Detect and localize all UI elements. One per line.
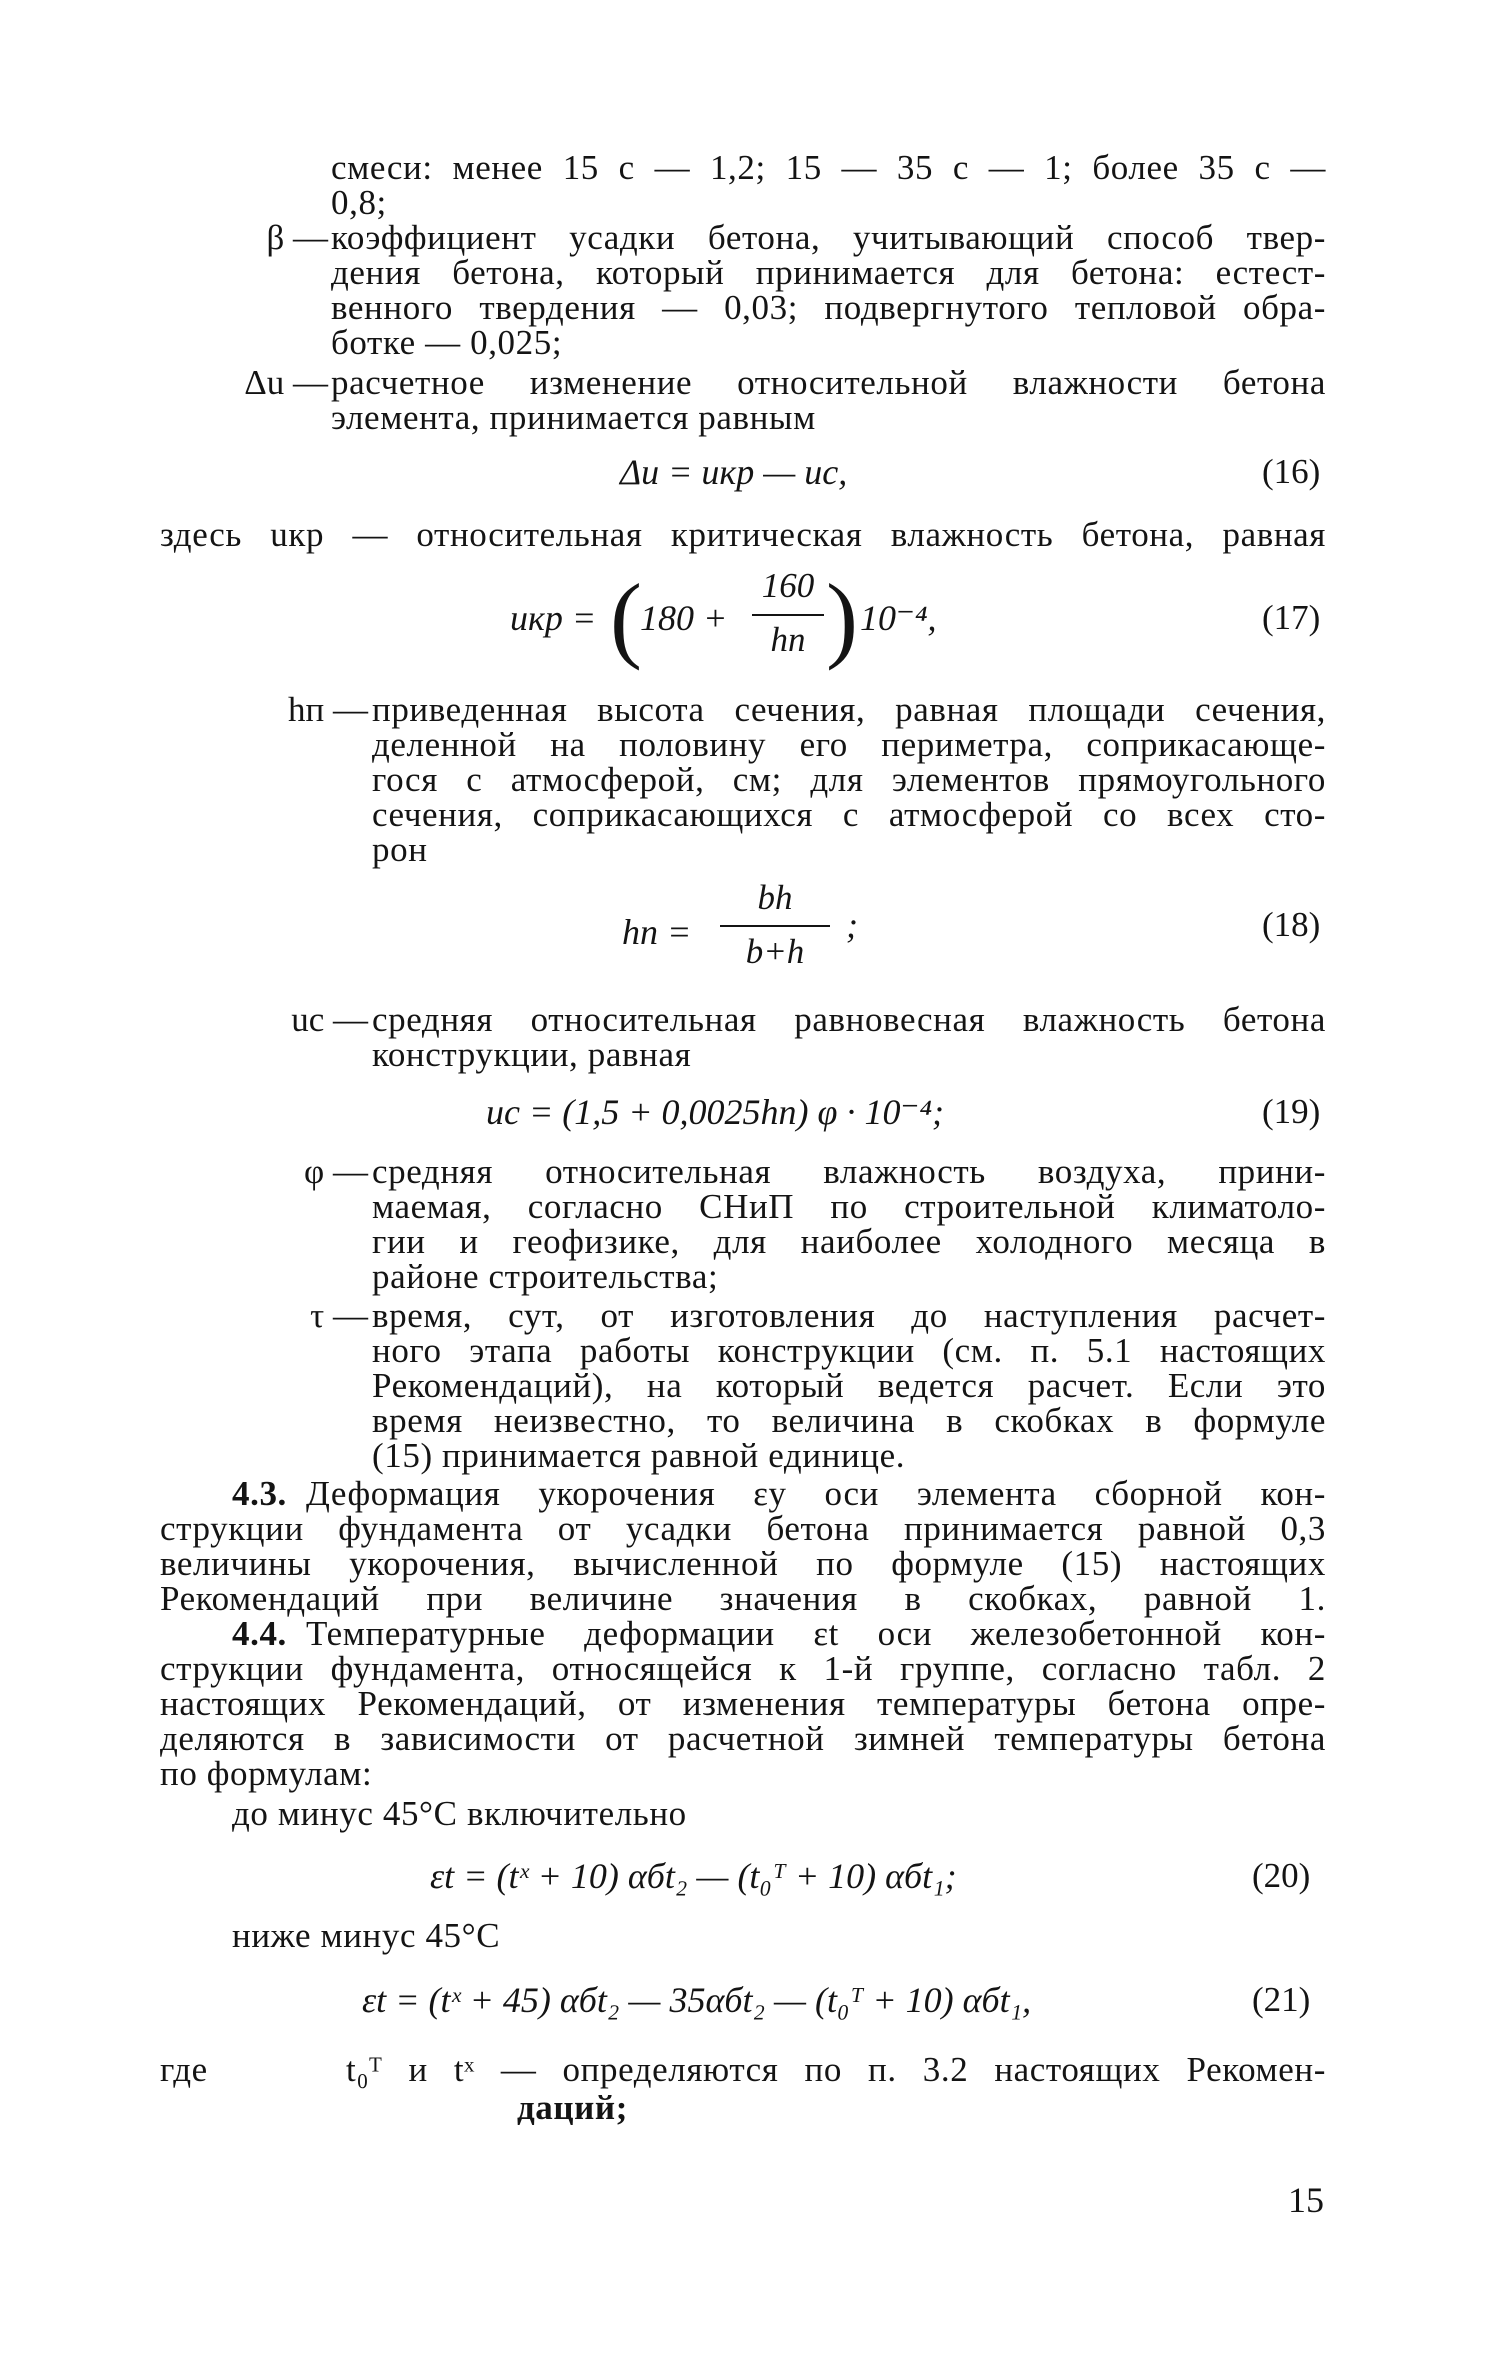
text-line: даций; — [517, 2088, 628, 2127]
fraction-bar — [752, 614, 824, 616]
equation-18-tail: ; — [846, 905, 858, 945]
tau-label: τ — — [310, 1296, 368, 1335]
beta-label: β — — [266, 218, 328, 257]
text-line: маемая, согласно СНиП по строительной климатоло- — [372, 1187, 1326, 1226]
text-line: рон — [372, 830, 428, 869]
text-line: струкции фундамента от усадки бетона принимается равной 0,3 — [160, 1509, 1326, 1548]
text-line: дения бетона, который принимается для бетона: естест- — [331, 253, 1326, 292]
text-line: деленной на половину его периметра, соприкасающе- — [372, 725, 1326, 764]
equation-17-lhs: uкр = — [510, 598, 597, 638]
text-line: здесь uкр — относительная критическая влажность бетона, равная — [160, 515, 1326, 554]
text-line: Деформация укорочения εу оси элемента сборной кон- — [306, 1474, 1326, 1513]
uc-label: uс — — [291, 1000, 368, 1039]
text-line: Температурные деформации εt оси железобетонной кон- — [306, 1614, 1326, 1653]
text-line: t₀ᵀ и tˣ — определяются по п. 3.2 настоящих Рекомен- — [346, 2050, 1326, 2089]
fraction-denominator: hп — [770, 620, 806, 659]
equation-number: (16) — [1262, 452, 1321, 491]
text-line: (15) принимается равной единице. — [372, 1436, 906, 1475]
text-line: деляются в зависимости от расчетной зимней температуры бетона — [160, 1719, 1326, 1758]
text-line: средняя относительная равновесная влажность бетона — [372, 1000, 1326, 1039]
text-line: настоящих Рекомендаций, от изменения температуры бетона опре- — [160, 1684, 1326, 1723]
text-line: гии и геофизике, для наиболее холодного месяца в — [372, 1222, 1326, 1261]
fraction-numerator: bh — [757, 878, 793, 917]
section-number: 4.3. — [232, 1474, 287, 1513]
equation-number: (18) — [1262, 905, 1321, 944]
text-line: расчетное изменение относительной влажности бетона — [331, 363, 1326, 402]
equation-21: εt = (tˣ + 45) αбt₂ — 35αбt₂ — (t₀ᵀ + 10) αбt₁, — [362, 1980, 1032, 2020]
equation-16: Δu = uкр — uс, — [620, 452, 848, 492]
text-line: элемента, принимается равным — [331, 398, 816, 437]
text-line: где — [160, 2050, 208, 2089]
text-line: районе строительства; — [372, 1257, 719, 1296]
text-line: 0,8; — [331, 183, 387, 222]
text-line: смеси: менее 15 с — 1,2; 15 — 35 с — 1; более 35 с — — [331, 148, 1326, 187]
text-line: сечения, соприкасающихся с атмосферой со всех сто- — [372, 795, 1326, 834]
text-line: величины укорочения, вычисленной по формуле (15) настоящих — [160, 1544, 1326, 1583]
equation-number: (20) — [1252, 1856, 1311, 1895]
delta-u-label: Δu — — [244, 363, 328, 402]
text-line: ботке — 0,025; — [331, 323, 563, 362]
equation-17-term: 180 + — [640, 598, 728, 638]
text-line: приведенная высота сечения, равная площади сечения, — [372, 690, 1326, 729]
equation-18-lhs: hп = — [622, 912, 692, 952]
text-line: до минус 45°С включительно — [232, 1794, 687, 1833]
equation-19: uс = (1,5 + 0,0025hп) φ · 10⁻⁴; — [486, 1092, 944, 1132]
text-line: время неизвестно, то величина в скобках в формуле — [372, 1401, 1326, 1440]
equation-number: (17) — [1262, 598, 1321, 637]
right-paren: ) — [826, 564, 858, 671]
text-line: гося с атмосферой, см; для элементов прямоугольного — [372, 760, 1326, 799]
text-line: средняя относительная влажность воздуха, прини- — [372, 1152, 1326, 1191]
text-line: венного твердения — 0,03; подвергнутого тепловой обра- — [331, 288, 1326, 327]
hn-label: hп — — [288, 690, 368, 729]
fraction-numerator: 160 — [761, 566, 815, 605]
text-line: ного этапа работы конструкции (см. п. 5.1 настоящих — [372, 1331, 1326, 1370]
text-line: по формулам: — [160, 1754, 373, 1793]
fraction-denominator: b+h — [745, 932, 805, 971]
text-line: коэффициент усадки бетона, учитывающий способ твер- — [331, 218, 1326, 257]
equation-17-tail: 10⁻⁴, — [860, 598, 937, 638]
text-line: время, сут, от изготовления до наступления расчет- — [372, 1296, 1326, 1335]
page-number: 15 — [1288, 2180, 1324, 2220]
text-line: Рекомендаций), на который ведется расчет. Если это — [372, 1366, 1326, 1405]
equation-20: εt = (tˣ + 10) αбt₂ — (t₀ᵀ + 10) αбt₁; — [430, 1856, 957, 1896]
section-number: 4.4. — [232, 1614, 287, 1653]
text-line: струкции фундамента, относящейся к 1-й группе, согласно табл. 2 — [160, 1649, 1326, 1688]
fraction-bar — [720, 925, 830, 927]
text-line: ниже минус 45°С — [232, 1916, 501, 1955]
text-line: конструкции, равная — [372, 1035, 692, 1074]
equation-number: (21) — [1252, 1980, 1311, 2019]
phi-label: φ — — [304, 1152, 368, 1191]
left-paren: ( — [610, 564, 642, 671]
text-line: Рекомендаций при величине значения в скобках, равной 1. — [160, 1579, 1326, 1618]
equation-number: (19) — [1262, 1092, 1321, 1131]
